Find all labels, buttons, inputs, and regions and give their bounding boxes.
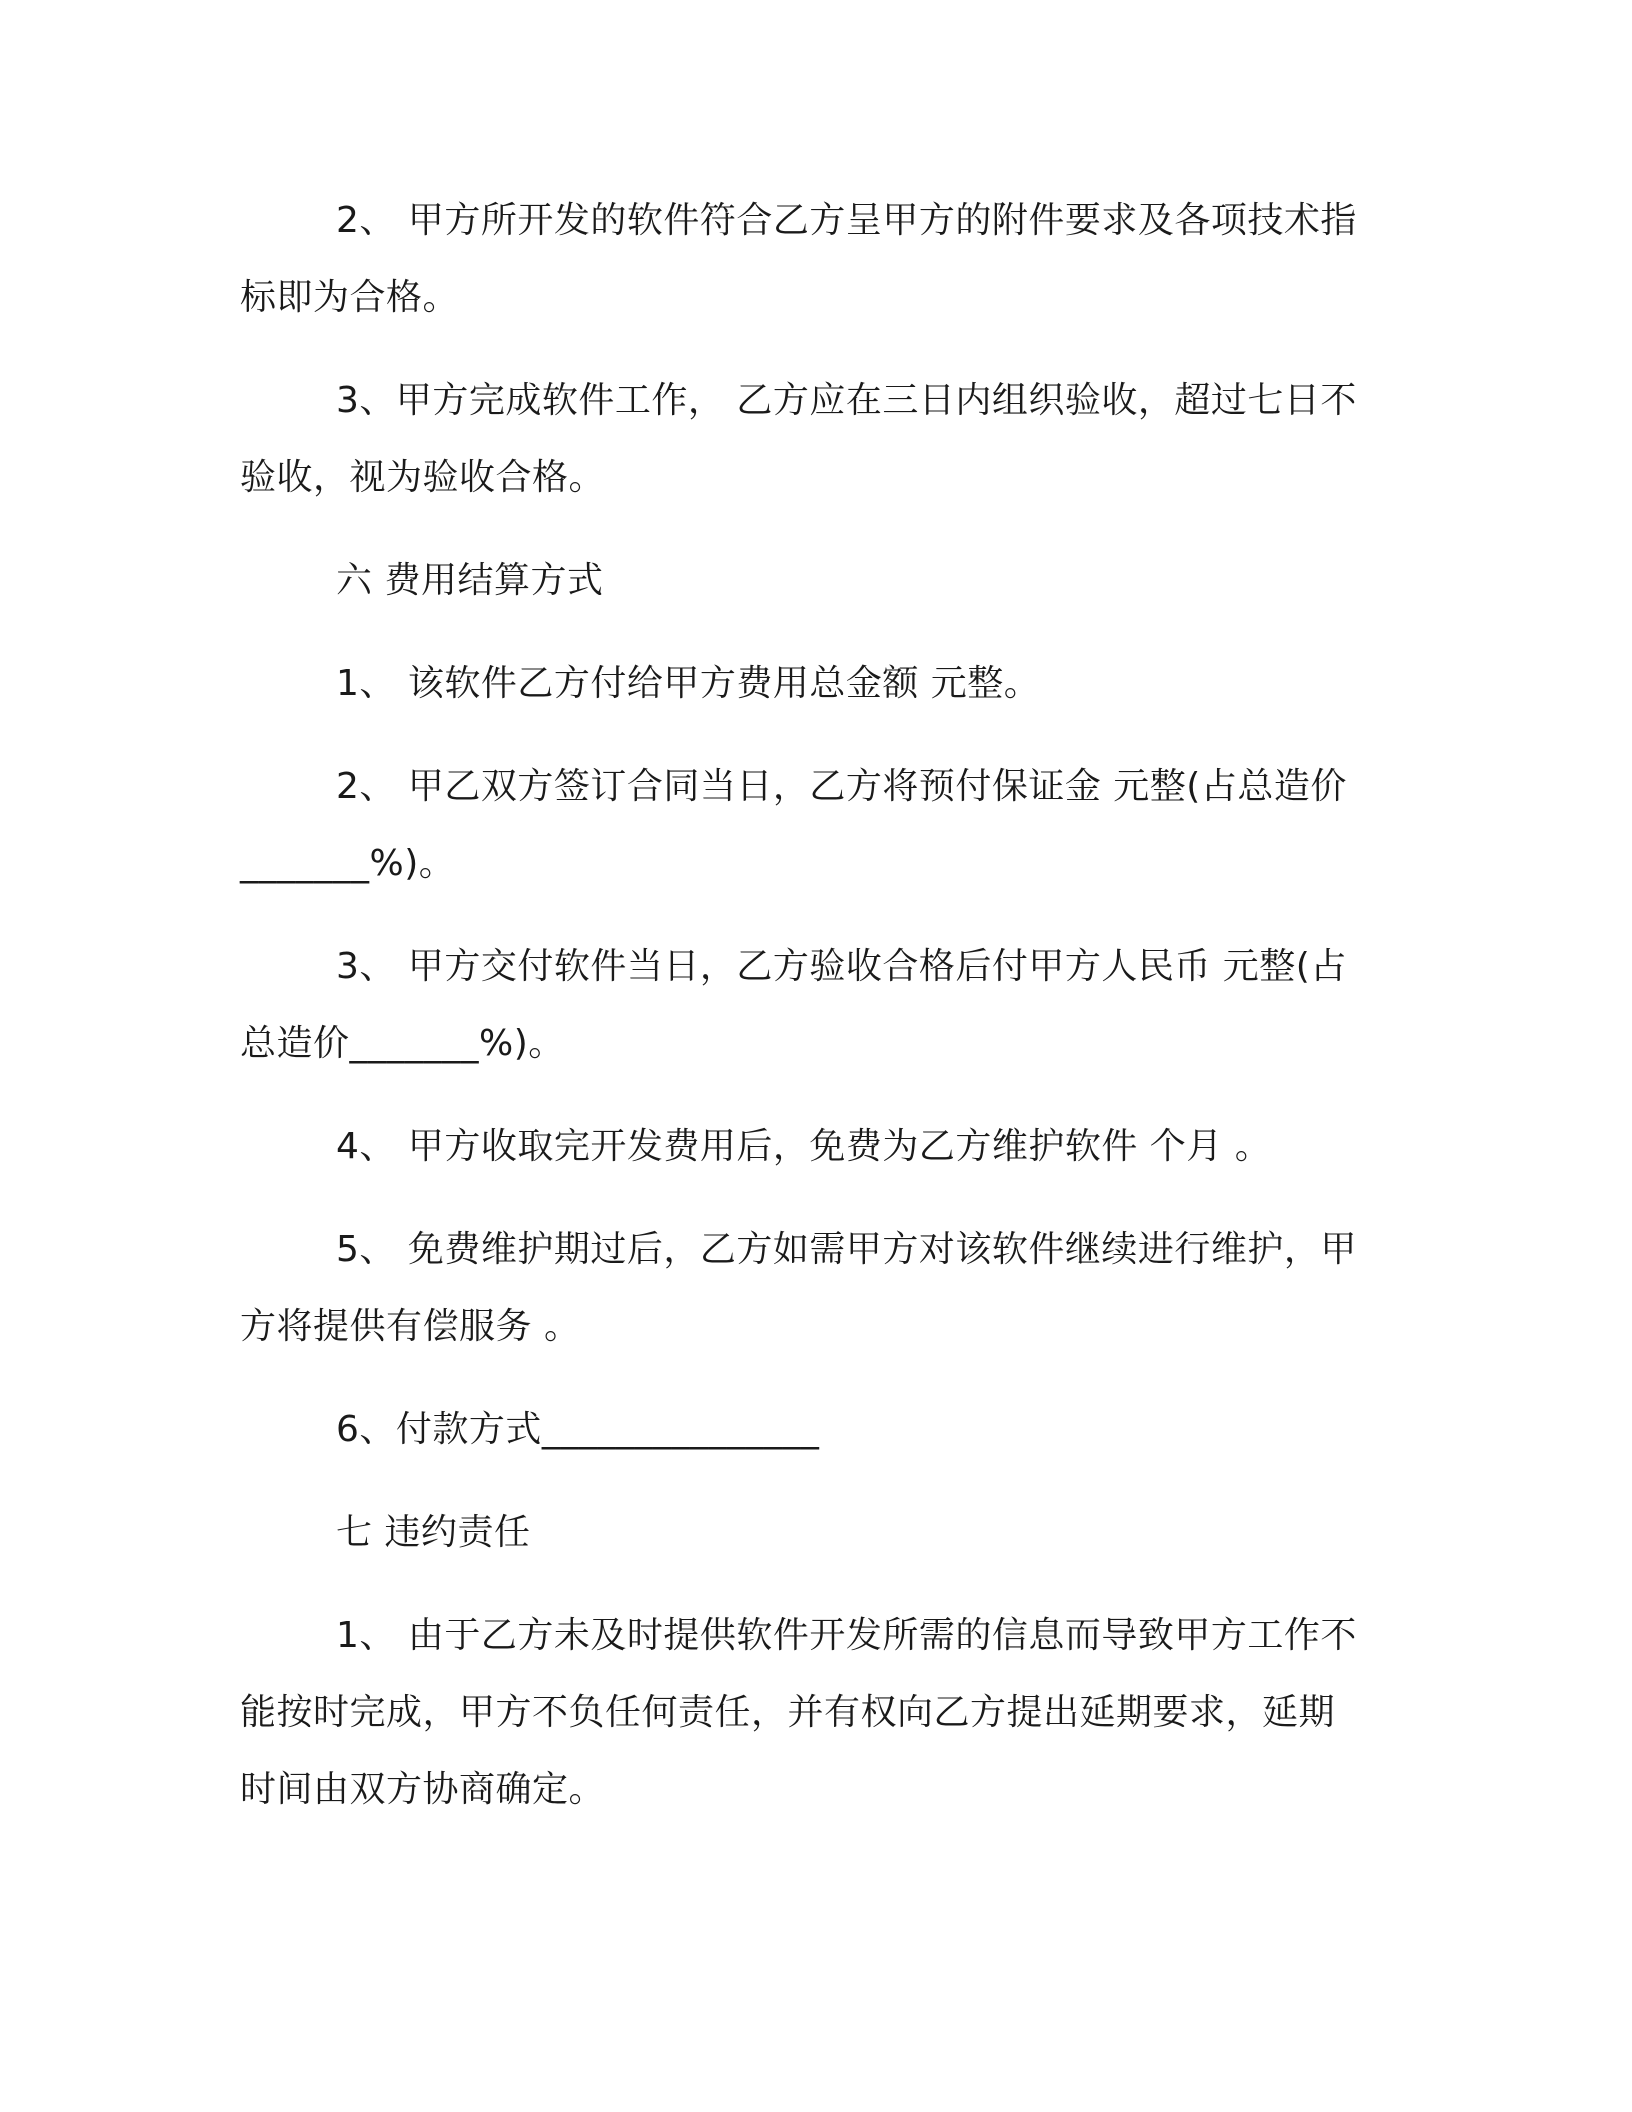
section-heading-fee-settlement: 六 费用结算方式 bbox=[336, 560, 604, 601]
paragraph-fee-4: 4、 甲方收取完开发费用后，免费为乙方维护软件 个月 。 bbox=[336, 1126, 1272, 1167]
paragraph-fee-1: 1、 该软件乙方付给甲方费用总金额 元整。 bbox=[336, 663, 1041, 704]
section-heading-liability: 七 违约责任 bbox=[336, 1512, 531, 1553]
document-body bbox=[240, 182, 1365, 1854]
paragraph-fee-3: 3、 甲方交付软件当日，乙方验收合格后付甲方人民币 元整(占总造价_______%)。 bbox=[240, 946, 1347, 1064]
paragraph-fee-2: 2、 甲乙双方签订合同当日，乙方将预付保证金 元整(占总造价_______%)。 bbox=[240, 766, 1347, 884]
paragraph-fee-6: 6、付款方式_______________ bbox=[336, 1409, 820, 1450]
paragraph-fee-5: 5、 免费维护期过后，乙方如需甲方对该软件继续进行维护，甲方将提供有偿服务 。 bbox=[240, 1229, 1357, 1347]
paragraph-liability-1: 1、 由于乙方未及时提供软件开发所需的信息而导致甲方工作不能按时完成，甲方不负任何责任，并有权向乙方提出延期要求，延期时间由双方协商确定。 bbox=[240, 1615, 1357, 1810]
paragraph-acceptance-2: 2、 甲方所开发的软件符合乙方呈甲方的附件要求及各项技术指标即为合格。 bbox=[240, 200, 1357, 318]
paragraph-acceptance-3: 3、甲方完成软件工作， 乙方应在三日内组织验收，超过七日不验收，视为验收合格。 bbox=[240, 380, 1357, 498]
